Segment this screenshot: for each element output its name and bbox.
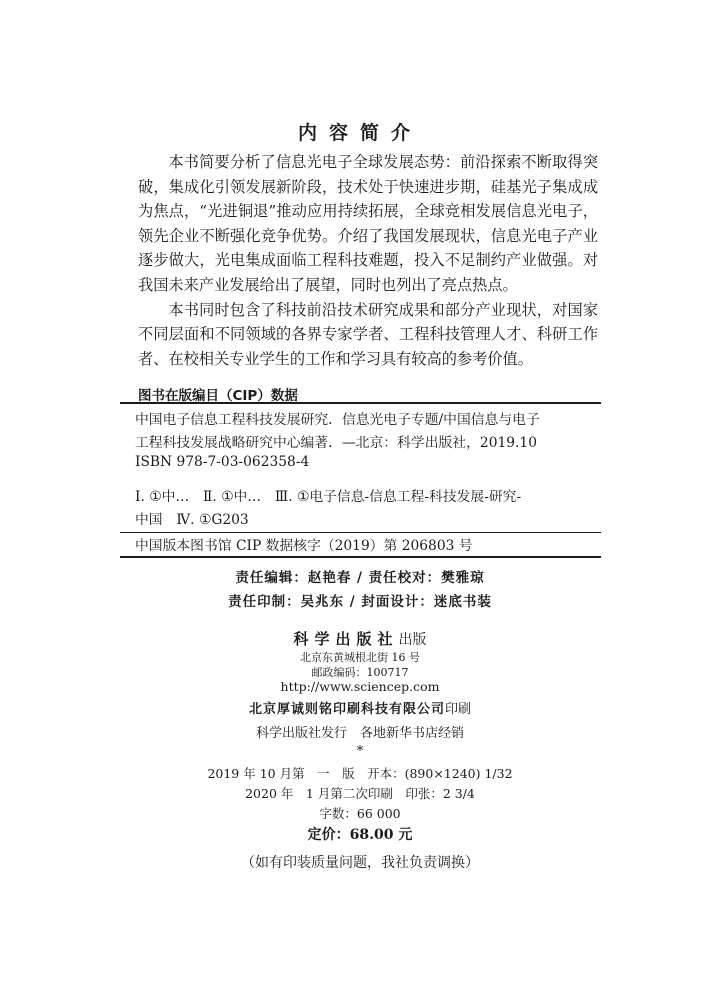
separator-star: * [356, 744, 364, 759]
publisher-line [0, 628, 720, 649]
production-credits: 责任印制：吴兆东 / 封面设计：迷底书装 [228, 594, 492, 610]
distribution: 科学出版社发行 各地新华书店经销 [255, 726, 464, 741]
summary-paragraph: 本书同时包含了科技前沿技术研究成果和部分产业现状，对国家不同层面和不同领域的各界专家学者、工程科技管理人才、科研工作者、在校相关专业学生的工作和学习具有较高的参考价值。 [138, 300, 598, 368]
cip-title-line: 中国电子信息工程科技发展研究．信息光电子专题/中国信息与电子 [135, 412, 540, 428]
publisher-postcode: 邮政编码：100717 [311, 666, 409, 679]
printing-line: 2020 年 1 月第二次印刷 印张：2 3/4 [245, 786, 475, 801]
publisher-name: 科学出版社 [293, 630, 399, 648]
cip-classification: 中国 Ⅳ. ①G203 [135, 512, 249, 528]
cip-heading: 图书在版编目（CIP）数据 [138, 388, 298, 404]
summary-paragraph: 本书简要分析了信息光电子全球发展态势：前沿探索不断取得突破，集成化引领发展新阶段，技术处于快速进步期，硅基光子集成成为焦点，“光进铜退”推动应用持续拓展，全球竞相发展信息光电子，领先企业不断强化竞争优势。介绍了我国发展现状，信息光电子产业逐步做大，光电集成面临工程科技难题，投入不足制约产业做强。对我国未来产业发展给出了展望，同时也列出了亮点热点。 [138, 153, 598, 294]
summary-body [138, 150, 598, 371]
word-count: 字数：66 000 [319, 806, 401, 821]
price-label: 定价： [307, 827, 350, 843]
printer-line [0, 698, 720, 717]
cip-record: 中国版本图书馆 CIP 数据核字（2019）第 206803 号 [135, 538, 473, 554]
publisher-address: 北京东黄城根北街 16 号 [300, 651, 420, 664]
cip-classification: Ⅰ. ①中… Ⅱ. ①中… Ⅲ. ①电子信息-信息工程-科技发展-研究- [135, 489, 522, 505]
price-value: 68.00 元 [349, 827, 413, 843]
cip-isbn: ISBN 978-7-03-062358-4 [135, 454, 310, 470]
quality-notice: （如有印装质量问题，我社负责调换） [241, 855, 479, 871]
editor-credits: 责任编辑：赵艳春 / 责任校对：樊雅琼 [235, 570, 485, 586]
printer-suffix: 印刷 [445, 702, 472, 717]
summary-title: 内容简介 [297, 122, 422, 144]
printer-name: 北京厚诚则铭印刷科技有限公司 [248, 702, 445, 717]
cip-title-line: 工程科技发展战略研究中心编著．—北京：科学出版社，2019.10 [135, 435, 537, 451]
cip-divider [120, 532, 601, 533]
edition-line: 2019 年 10 月第 一 版 开本：(890×1240) 1/32 [207, 766, 513, 781]
publisher-suffix: 出版 [398, 632, 427, 648]
price-line [0, 824, 720, 844]
publisher-url: http://www.sciencep.com [280, 679, 440, 694]
